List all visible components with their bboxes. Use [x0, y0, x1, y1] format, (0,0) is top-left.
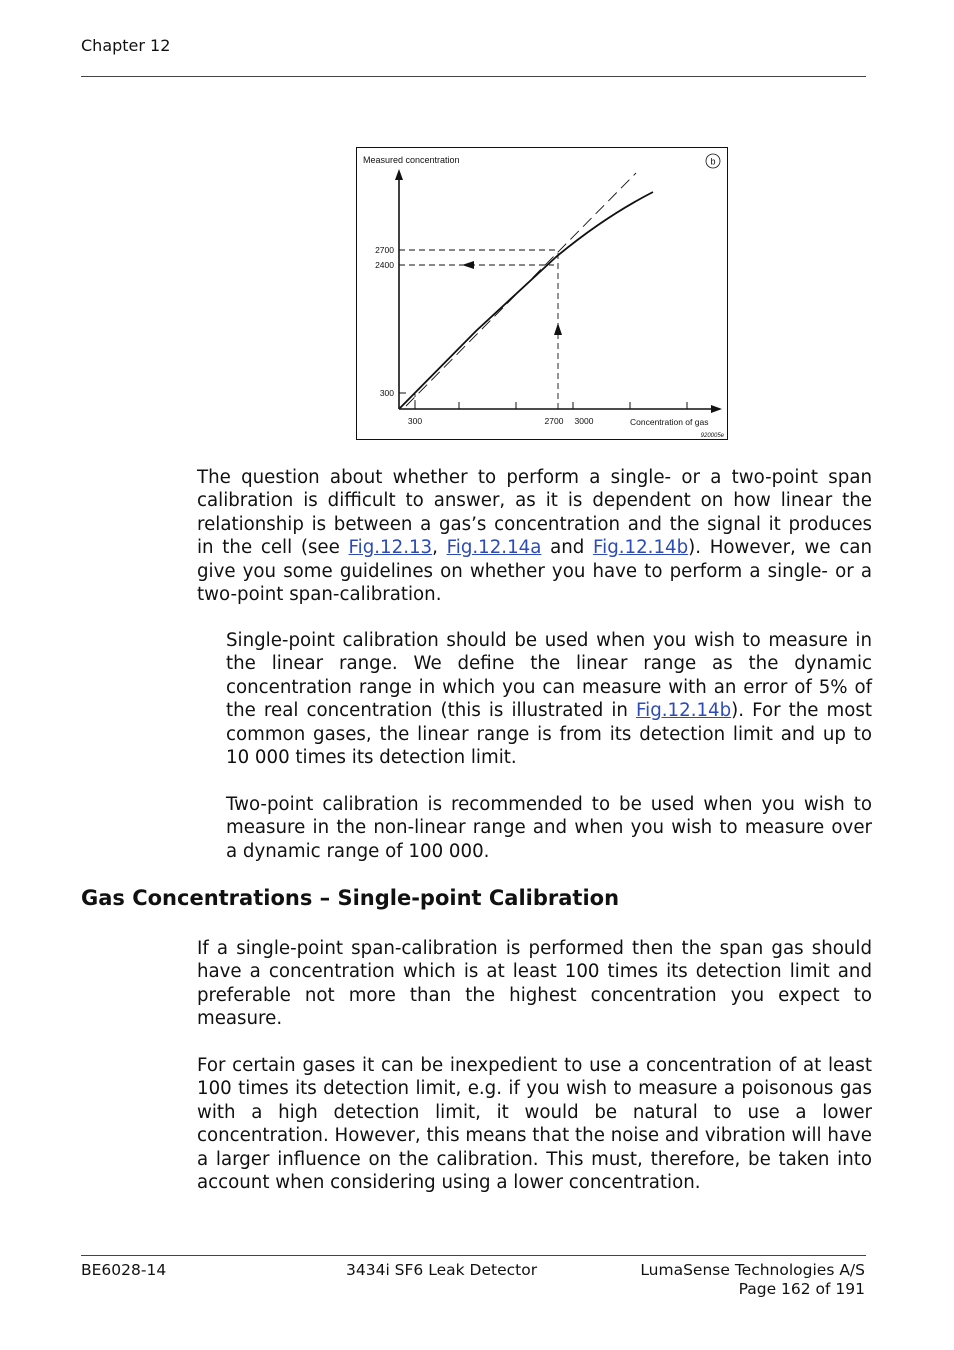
footer-rule — [81, 1255, 866, 1256]
y-axis-label: Measured concentration — [363, 155, 460, 165]
section-paragraph-2: For certain gases it can be inexpedient to use a concentration of at least 100 times its detection limit, e.g. if you wish to measure a poisonous gas with a high detection limit, it would be natural to use a lower concentration. However, this means that the noise and vibration will have a larger influence on the calibration. This must, therefore, be taken into account when considering using a lower concentration. — [197, 1055, 872, 1194]
y-tick-label: 2400 — [375, 260, 394, 270]
single-point-text: ). For the most common gases, the linear range is from its detection limit and up to 10 000 times its detection limit. — [226, 700, 873, 769]
footer-product: 3434i SF6 Leak Detector — [346, 1261, 538, 1279]
link-fig-12-13[interactable]: Fig.12.13 — [348, 537, 433, 559]
section-paragraph-1: If a single-point span-calibration is performed then the span gas should have a concentration which is at least 100 times its detection limit and preferable not more than the highest concentration you expect to measure. — [197, 938, 872, 1030]
chapter-header: Chapter 12 — [81, 36, 171, 55]
calibration-figure — [356, 147, 728, 440]
intro-sep: , — [432, 537, 447, 559]
y-tick-label: 300 — [379, 388, 394, 398]
footer-company: LumaSense Technologies A/S — [640, 1261, 865, 1279]
x-tick-label: 3000 — [574, 416, 594, 426]
panel-label: b — [710, 156, 716, 167]
x-tick-label: 2700 — [544, 416, 564, 426]
link-fig-12-14a[interactable]: Fig.12.14a — [446, 537, 542, 559]
intro-text: ). However, we can give you some guidelines on whether you have to perform a single- or a two-point span-calibration. — [197, 537, 872, 606]
intro-paragraph — [197, 466, 872, 606]
calibration-diagram — [356, 147, 728, 440]
footer-doc-id: BE6028-14 — [81, 1261, 167, 1279]
header-rule — [81, 76, 866, 77]
link-fig-12-14b[interactable]: Fig.12.14b — [593, 537, 689, 559]
two-point-paragraph: Two-point calibration is recommended to be used when you wish to measure in the non-linear range and when you wish to measure over a dynamic range of 100 000. — [226, 794, 872, 862]
figure-code: 920005e — [700, 433, 724, 439]
section-heading: Gas Concentrations – Single-point Calibration — [81, 886, 620, 910]
y-tick-label: 2700 — [375, 245, 394, 255]
single-point-paragraph — [226, 629, 872, 769]
link-fig-12-14b[interactable]: Fig.12.14b — [636, 700, 732, 722]
single-point-text: Single-point calibration should be used when you wish to measure in the linear range. We define the linear range as the dynamic concentration range in which you can measure with an error of 5% of the real concentration (this is illustrated in — [226, 630, 872, 722]
x-tick-label: 300 — [407, 416, 423, 426]
footer-page-number: Page 162 of 191 — [738, 1280, 865, 1298]
intro-sep: and — [541, 537, 594, 559]
x-axis-label: Concentration of gas — [630, 417, 709, 427]
intro-text: The question about whether to perform a single- or a two-point span calibration is difficult to answer, as it is dependent on how linear the relationship is between a gas’s concentration and the signal it produces in the cell (see — [197, 467, 872, 559]
